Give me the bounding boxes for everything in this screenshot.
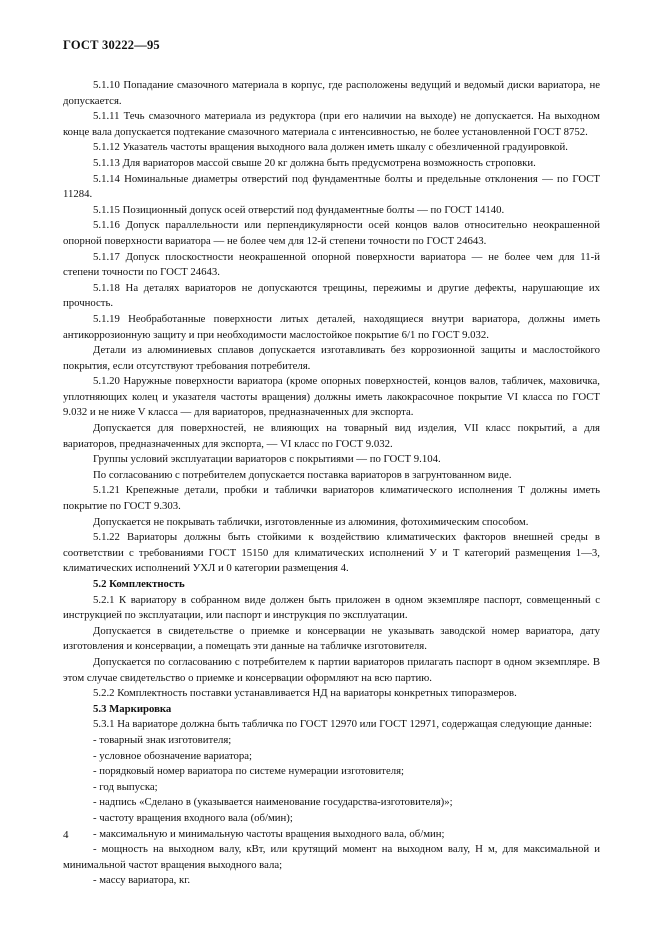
document-body — [63, 78, 600, 889]
paragraph: 5.1.22 Вариаторы должны быть стойкими к воздействию климатических факторов внешней среды в соответствии с требованиями ГОСТ 15150 для климатических исполнений У и Т категорий размещения 1—3, климатических исполнений УХЛ и 0 категории размещения 4. — [63, 531, 600, 575]
paragraph: 5.1.17 Допуск плоскостности неокрашенной опорной поверхности вариатора — не более чем для 11-й степени точности по ГОСТ 24643. — [63, 250, 600, 279]
standard-header: ГОСТ 30222—95 — [63, 38, 160, 52]
list-item: - частоту вращения входного вала (об/мин); — [93, 811, 293, 824]
paragraph: 5.1.14 Номинальные диаметры отверстий под фундаментные болты и предельные отклонения — по ГОСТ 11284. — [63, 172, 600, 201]
list-item: - мощность на выходном валу, кВт, или крутящий момент на выходном валу, Н м, для максимальной и минимальной частот вращения выходного вала; — [63, 843, 600, 871]
paragraph: 5.1.18 На деталях вариаторов не допускаются трещины, пережимы и другие дефекты, нарушающие их прочность. — [63, 281, 600, 310]
paragraph: Допускается по согласованию с потребителем к партии вариаторов прилагать паспорт в одном экземпляре. В этом случае свидетельство о приемке и консервации оформляют на всю партию. — [63, 655, 600, 684]
page-number: 4 — [63, 829, 69, 841]
paragraph: 5.2.1 К вариатору в собранном виде должен быть приложен в одном экземпляре паспорт, совмещенный с инструкцией по эксплуатации, или паспорт и инструкция по эксплуатации. — [63, 593, 600, 622]
list-item: - товарный знак изготовителя; — [93, 733, 232, 746]
paragraph: Детали из алюминиевых сплавов допускается изготавливать без коррозионной защиты и маслостойкого покрытия, если отсутствуют требования потребителя. — [63, 344, 600, 372]
paragraph: 5.1.11 Течь смазочного материала из редуктора (при его наличии на выходе) не допускается. На выходном конце вала допускается подтекание смазочного материала с интенсивностью, не более установленной ГОСТ 8752. — [63, 110, 600, 138]
paragraph: 5.1.16 Допуск параллельности или перпендикулярности осей концов валов относительно неокрашенной опорной поверхности вариатора — не более чем для 12-й степени точности по ГОСТ 24643. — [63, 219, 600, 247]
paragraph: Допускается в свидетельстве о приемке и консервации не указывать заводской номер вариатора, дату изготовления и консервации, а помещать эти данные на табличке изготовителя. — [63, 624, 600, 653]
section-heading-completeness: 5.2 Комплектность — [93, 578, 185, 590]
paragraph: 5.1.10 Попадание смазочного материала в корпус, где расположены ведущий и ведомый диски вариатора, не допускается. — [63, 79, 600, 107]
paragraph: 5.1.21 Крепежные детали, пробки и таблички вариаторов климатического исполнения Т должны иметь покрытие по ГОСТ 9.303. — [63, 484, 600, 513]
list-item: - массу вариатора, кг. — [93, 874, 191, 887]
paragraph: 5.3.1 На вариаторе должна быть табличка по ГОСТ 12970 или ГОСТ 12971, содержащая следующие данные: — [93, 718, 592, 731]
paragraph: Группы условий эксплуатации вариаторов с покрытиями — по ГОСТ 9.104. — [93, 453, 441, 466]
paragraph: По согласованию с потребителем допускается поставка вариаторов в загрунтованном виде. — [93, 468, 512, 481]
list-item: - надпись «Сделано в (указывается наименование государства-изготовителя)»; — [93, 796, 453, 809]
list-item: - порядковый номер вариатора по системе нумерации изготовителя; — [93, 765, 405, 778]
paragraph: Допускается для поверхностей, не влияющих на товарный вид изделия, VII класс покрытий, а для вариаторов, предназначенных для экспорта, — VI класс по ГОСТ 9.032. — [63, 422, 600, 450]
paragraph: 5.1.20 Наружные поверхности вариатора (кроме опорных поверхностей, концов валов, табличек, маховичка, уплотняющих колец и указателя частоты вращения) должны иметь лакокрасочное покрытие VI класса по ГОСТ 9.032 и не ниже V класса — для вариаторов, предназначенных для экспорта. — [63, 375, 600, 419]
paragraph: Допускается не покрывать таблички, изготовленные из алюминия, фотохимическим способом. — [93, 515, 529, 528]
paragraph: 5.1.12 Указатель частоты вращения выходного вала должен иметь шкалу с обезличенной градуировкой. — [93, 141, 568, 154]
list-item: - год выпуска; — [93, 780, 158, 793]
paragraph: 5.1.19 Необработанные поверхности литых деталей, находящиеся внутри вариатора, должны иметь антикоррозионную защиту и при необходимости маслостойкое покрытие 6/1 по ГОСТ 9.032. — [63, 312, 600, 341]
paragraph: 5.1.13 Для вариаторов массой свыше 20 кг должна быть предусмотрена возможность строповки. — [93, 156, 536, 169]
list-item: - условное обозначение вариатора; — [93, 749, 253, 762]
paragraph: 5.2.2 Комплектность поставки устанавливается НД на вариаторы конкретных типоразмеров. — [93, 687, 517, 700]
paragraph: 5.1.15 Позиционный допуск осей отверстий под фундаментные болты — по ГОСТ 14140. — [93, 203, 505, 216]
section-heading-marking: 5.3 Маркировка — [93, 702, 172, 715]
list-item: - максимальную и минимальную частоты вращения выходного вала, об/мин; — [93, 827, 445, 840]
